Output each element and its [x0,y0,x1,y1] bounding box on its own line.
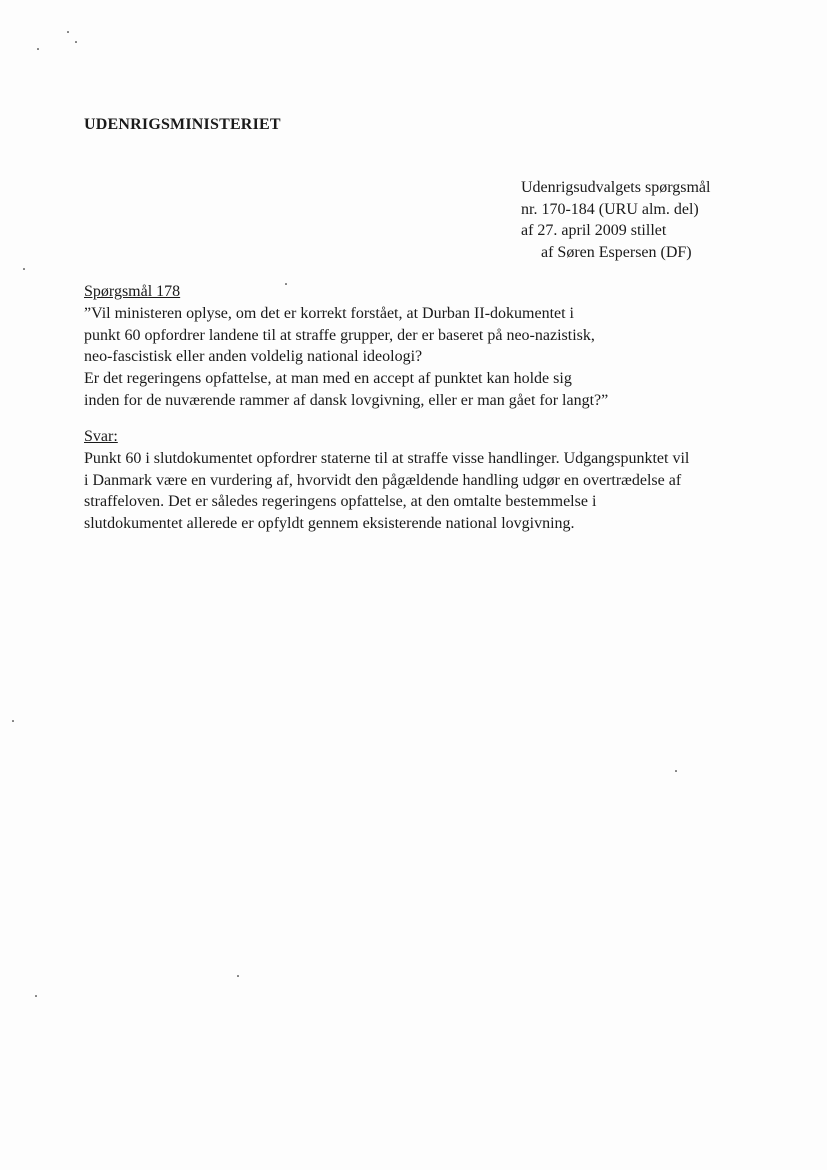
answer-section [84,426,764,535]
ministry-title: UDENRIGSMINISTERIET [84,116,281,133]
question-line: neo-fascistisk eller anden voldelig national ideologi? [84,348,423,366]
scan-speck [23,268,25,270]
reference-line: af 27. april 2009 stillet [521,222,667,239]
scan-speck [35,995,37,997]
reference-line: nr. 170-184 (URU alm. del) [521,200,699,218]
reference-line: af Søren Espersen (DF) [541,243,692,261]
answer-line: slutdokumentet allerede er opfyldt gennem eksisterende national lovgivning. [84,515,575,533]
scan-speck [75,41,77,43]
answer-line: Punkt 60 i slutdokumentet opfordrer staterne til at straffe visse handlinger. Udgangspunktet vil [84,449,690,467]
question-heading: Spørgsmål 178 [84,283,181,300]
scan-speck [675,770,677,772]
answer-line: i Danmark være en vurdering af, hvorvidt den pågældende handling udgør en overtrædelse af [84,471,682,489]
question-line: punkt 60 opfordrer landene til at straffe grupper, der er baseret på neo-nazistisk, [84,326,595,344]
scan-speck [12,720,14,722]
reference-line: Udenrigsudvalgets spørgsmål [521,179,711,196]
answer-heading: Svar: [84,428,118,445]
question-line: ”Vil ministeren oplyse, om det er korrekt forstået, at Durban II-dokumentet i [84,304,574,322]
question-reference [521,177,710,263]
scan-speck [67,31,69,33]
scan-speck [237,975,239,977]
scan-speck [37,48,39,50]
question-section [84,281,764,412]
question-line: Er det regeringens opfattelse, at man med en accept af punktet kan holde sig [84,370,572,388]
answer-line: straffeloven. Det er således regeringens opfattelse, at den omtalte bestemmelse i [84,493,597,511]
question-line: inden for de nuværende rammer af dansk lovgivning, eller er man gået for langt?” [84,391,609,409]
